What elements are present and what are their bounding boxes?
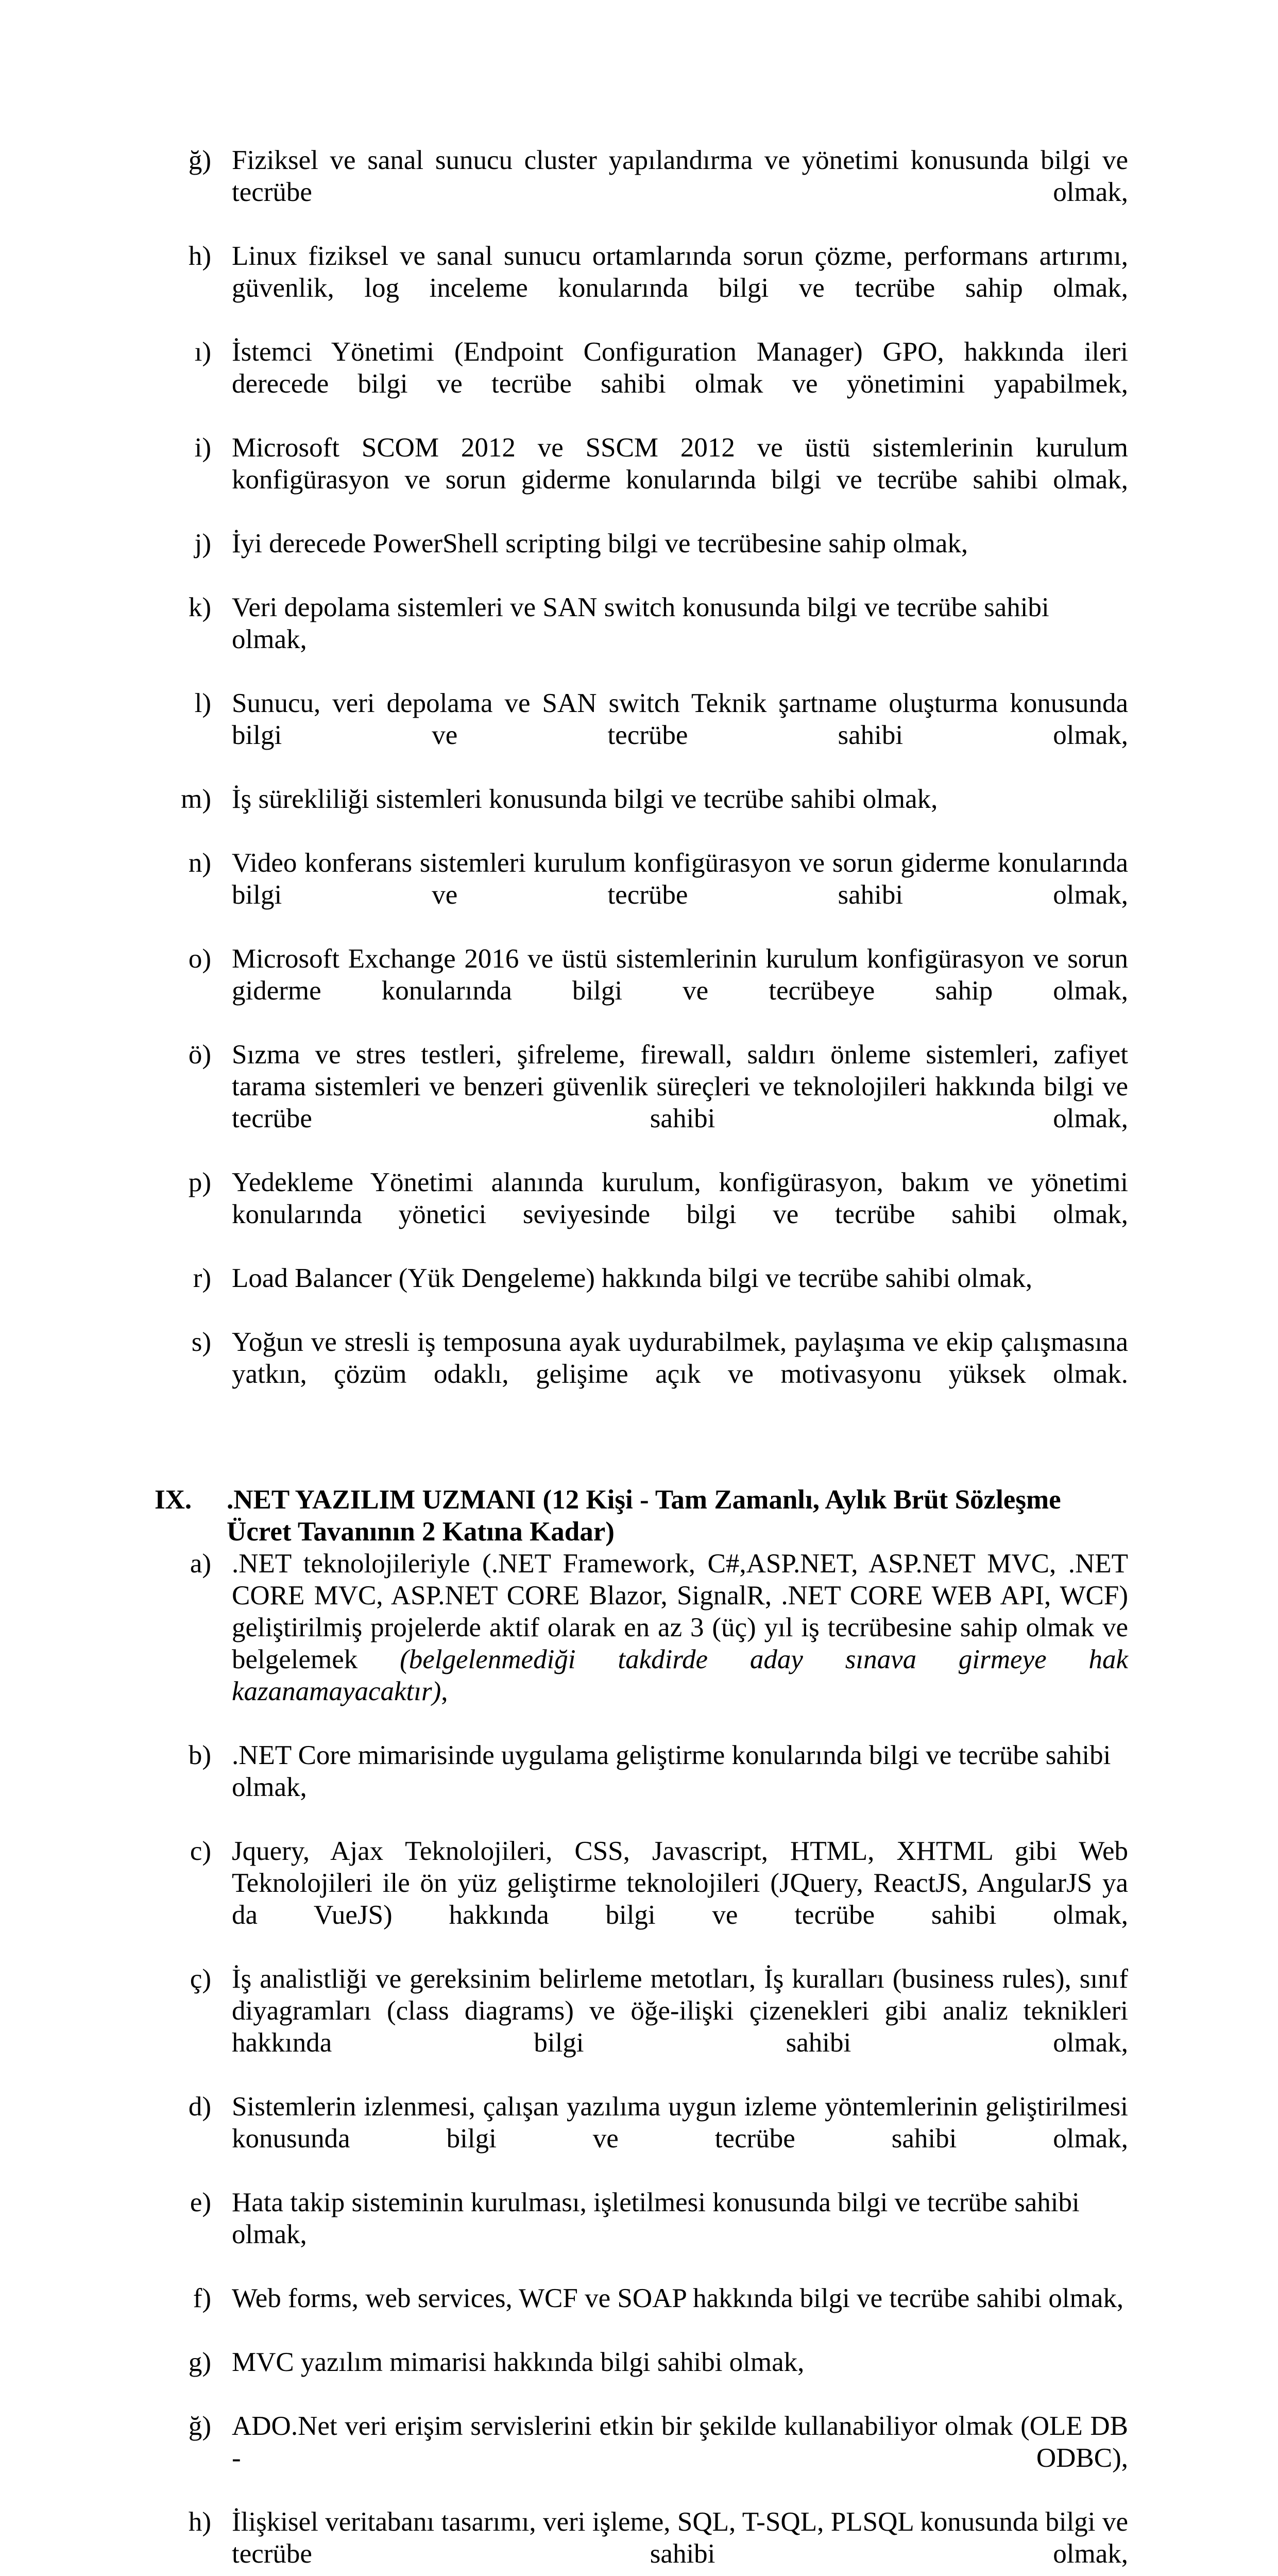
list-item-text: Yedekleme Yönetimi alanında kurulum, konfigürasyon, bakım ve yönetimi konularında yönetici seviyesinde bilgi ve tecrübe sahibi olmak, [232, 1167, 1128, 1229]
list-item-text: Microsoft SCOM 2012 ve SSCM 2012 ve üstü sistemlerinin kurulum konfigürasyon ve sorun giderme konularında bilgi ve tecrübe sahibi olmak, [232, 433, 1128, 495]
list-item-text: Yoğun ve stresli iş temposuna ayak uydurabilmek, paylaşıma ve ekip çalışmasına yatkın, çözüm odaklı, gelişime açık ve motivasyonu yüksek olmak. [232, 1327, 1128, 1389]
list-item-text: .NET Core mimarisinde uygulama geliştirme konularında bilgi ve tecrübe sahibi olmak, [232, 1740, 1111, 1802]
list-item-text: İstemci Yönetimi (Endpoint Configuration Manager) GPO, hakkında ileri derecede bilgi ve tecrübe sahibi olmak ve yönetimini yapabilmek, [232, 337, 1128, 399]
list-marker: h) [188, 2507, 211, 2537]
list-item [155, 1548, 1128, 1739]
list-marker: l) [194, 688, 211, 718]
list-item [155, 336, 1128, 432]
list-item-text: Sistemlerin izlenmesi, çalışan yazılıma uygun izleme yöntemlerinin geliştirilmesi konusunda bilgi ve tecrübe sahibi olmak, [232, 2092, 1128, 2154]
list-item [155, 1739, 1128, 1835]
list-item [155, 1039, 1128, 1166]
list-marker: e) [190, 2188, 211, 2217]
requirements-list-ix [155, 1548, 1128, 2576]
list-item [155, 528, 1128, 591]
list-marker: n) [188, 848, 211, 878]
list-item-text: Sunucu, veri depolama ve SAN switch Teknik şartname oluşturma konusunda bilgi ve tecrübe sahibi olmak, [232, 688, 1128, 750]
list-marker: o) [188, 944, 211, 974]
list-marker: ğ) [188, 2411, 211, 2441]
list-item-text: Video konferans sistemleri kurulum konfigürasyon ve sorun giderme konularında bilgi ve tecrübe sahibi olmak, [232, 848, 1128, 910]
list-item [155, 943, 1128, 1039]
list-item-text: Veri depolama sistemleri ve SAN switch konusunda bilgi ve tecrübe sahibi olmak, [232, 592, 1049, 654]
list-item [155, 687, 1128, 783]
page-content [155, 144, 1128, 2576]
list-marker: ğ) [188, 145, 211, 175]
list-marker: c) [190, 1836, 211, 1866]
list-item-text: Fiziksel ve sanal sunucu cluster yapılandırma ve yönetimi konusunda bilgi ve tecrübe olmak, [232, 145, 1128, 207]
list-marker: d) [188, 2092, 211, 2122]
list-item-text-tail: , [441, 1676, 448, 1706]
list-item [155, 240, 1128, 336]
list-marker: f) [193, 2283, 211, 2313]
requirements-list-continued [155, 144, 1128, 1422]
section-number: IX. [155, 1485, 192, 1515]
list-item-text-plain: .NET teknolojileriyle (.NET Framework, C#,ASP.NET, ASP.NET MVC, .NET CORE MVC, ASP.NET CORE Blazor, SignalR, .NET CORE WEB API, WCF) geliştirilmiş projelerde aktif olarak en az 3 (üç) yıl iş tecrübesine sahip olmak ve belgelemek [232, 1549, 1128, 1674]
list-item-text: Microsoft Exchange 2016 ve üstü sistemlerinin kurulum konfigürasyon ve sorun giderme konularında bilgi ve tecrübeye sahip olmak, [232, 944, 1128, 1006]
list-item-text-italic: (belgelenmediği takdirde aday sınava girmeye hak kazanamayacaktır) [232, 1645, 1128, 1706]
list-item [155, 144, 1128, 240]
list-item-text: İş sürekliliği sistemleri konusunda bilgi ve tecrübe sahibi olmak, [232, 784, 938, 814]
list-item [155, 2282, 1128, 2346]
list-marker: ç) [190, 1964, 211, 1994]
list-item [155, 2091, 1128, 2187]
list-marker: r) [193, 1263, 211, 1293]
list-item [155, 1262, 1128, 1326]
list-item-text: ADO.Net veri erişim servislerini etkin bir şekilde kullanabiliyor olmak (OLE DB - ODBC), [232, 2411, 1128, 2473]
list-item-text: MVC yazılım mimarisi hakkında bilgi sahibi olmak, [232, 2347, 805, 2377]
list-item-text: Jquery, Ajax Teknolojileri, CSS, Javascript, HTML, XHTML gibi Web Teknolojileri ile ön yüz geliştirme teknolojileri (JQuery, ReactJS, AngularJS ya da VueJS) hakkında bilgi ve tecrübe sahibi olmak, [232, 1836, 1128, 1930]
list-marker: a) [190, 1549, 211, 1579]
list-item [155, 2506, 1128, 2576]
list-marker: m) [181, 784, 211, 814]
list-marker: i) [194, 433, 211, 463]
section-heading-ix [155, 1484, 1128, 1548]
section-spacer [155, 1422, 1128, 1484]
list-marker: h) [188, 241, 211, 271]
list-marker: g) [188, 2347, 211, 2377]
list-marker: j) [194, 529, 211, 558]
list-item [155, 591, 1128, 687]
list-item-text: İlişkisel veritabanı tasarımı, veri işleme, SQL, T-SQL, PLSQL konusunda bilgi ve tecrübe sahibi olmak, [232, 2507, 1128, 2569]
list-item-text: Sızma ve stres testleri, şifreleme, firewall, saldırı önleme sistemleri, zafiyet tarama sistemleri ve benzeri güvenlik süreçleri ve teknolojileri hakkında bilgi ve tecrübe sahibi olmak, [232, 1040, 1128, 1133]
list-item-text: İş analistliği ve gereksinim belirleme metotları, İş kuralları (business rules), sınıf diyagramları (class diagrams) ve öğe-ilişki çizenekleri gibi analiz teknikleri hakkında bilgi sahibi olmak, [232, 1964, 1128, 2058]
list-item [155, 847, 1128, 943]
section-title: .NET YAZILIM UZMANI (12 Kişi - Tam Zamanlı, Aylık Brüt Sözleşme Ücret Tavanının 2 Katına Kadar) [227, 1485, 1061, 1547]
list-item [155, 1166, 1128, 1262]
list-item-text: İyi derecede PowerShell scripting bilgi ve tecrübesine sahip olmak, [232, 529, 968, 558]
list-item-text: Hata takip sisteminin kurulması, işletilmesi konusunda bilgi ve tecrübe sahibi olmak, [232, 2188, 1080, 2249]
list-marker: s) [191, 1327, 211, 1357]
list-item-text [232, 1548, 1128, 1739]
list-marker: ı) [194, 337, 211, 367]
list-item-text: Linux fiziksel ve sanal sunucu ortamlarında sorun çözme, performans artırımı, güvenlik, log inceleme konularında bilgi ve tecrübe sahip olmak, [232, 241, 1128, 303]
list-item [155, 1835, 1128, 1963]
list-marker: b) [188, 1740, 211, 1770]
list-marker: k) [188, 592, 211, 622]
list-item [155, 1963, 1128, 2091]
list-item [155, 2187, 1128, 2282]
list-item [155, 2410, 1128, 2506]
list-item [155, 783, 1128, 847]
list-item [155, 2346, 1128, 2410]
list-marker: ö) [188, 1040, 211, 1070]
list-item [155, 432, 1128, 528]
list-item-text: Web forms, web services, WCF ve SOAP hakkında bilgi ve tecrübe sahibi olmak, [232, 2283, 1124, 2313]
list-item-text: Load Balancer (Yük Dengeleme) hakkında bilgi ve tecrübe sahibi olmak, [232, 1263, 1033, 1293]
list-marker: p) [188, 1167, 211, 1197]
list-item [155, 1326, 1128, 1422]
